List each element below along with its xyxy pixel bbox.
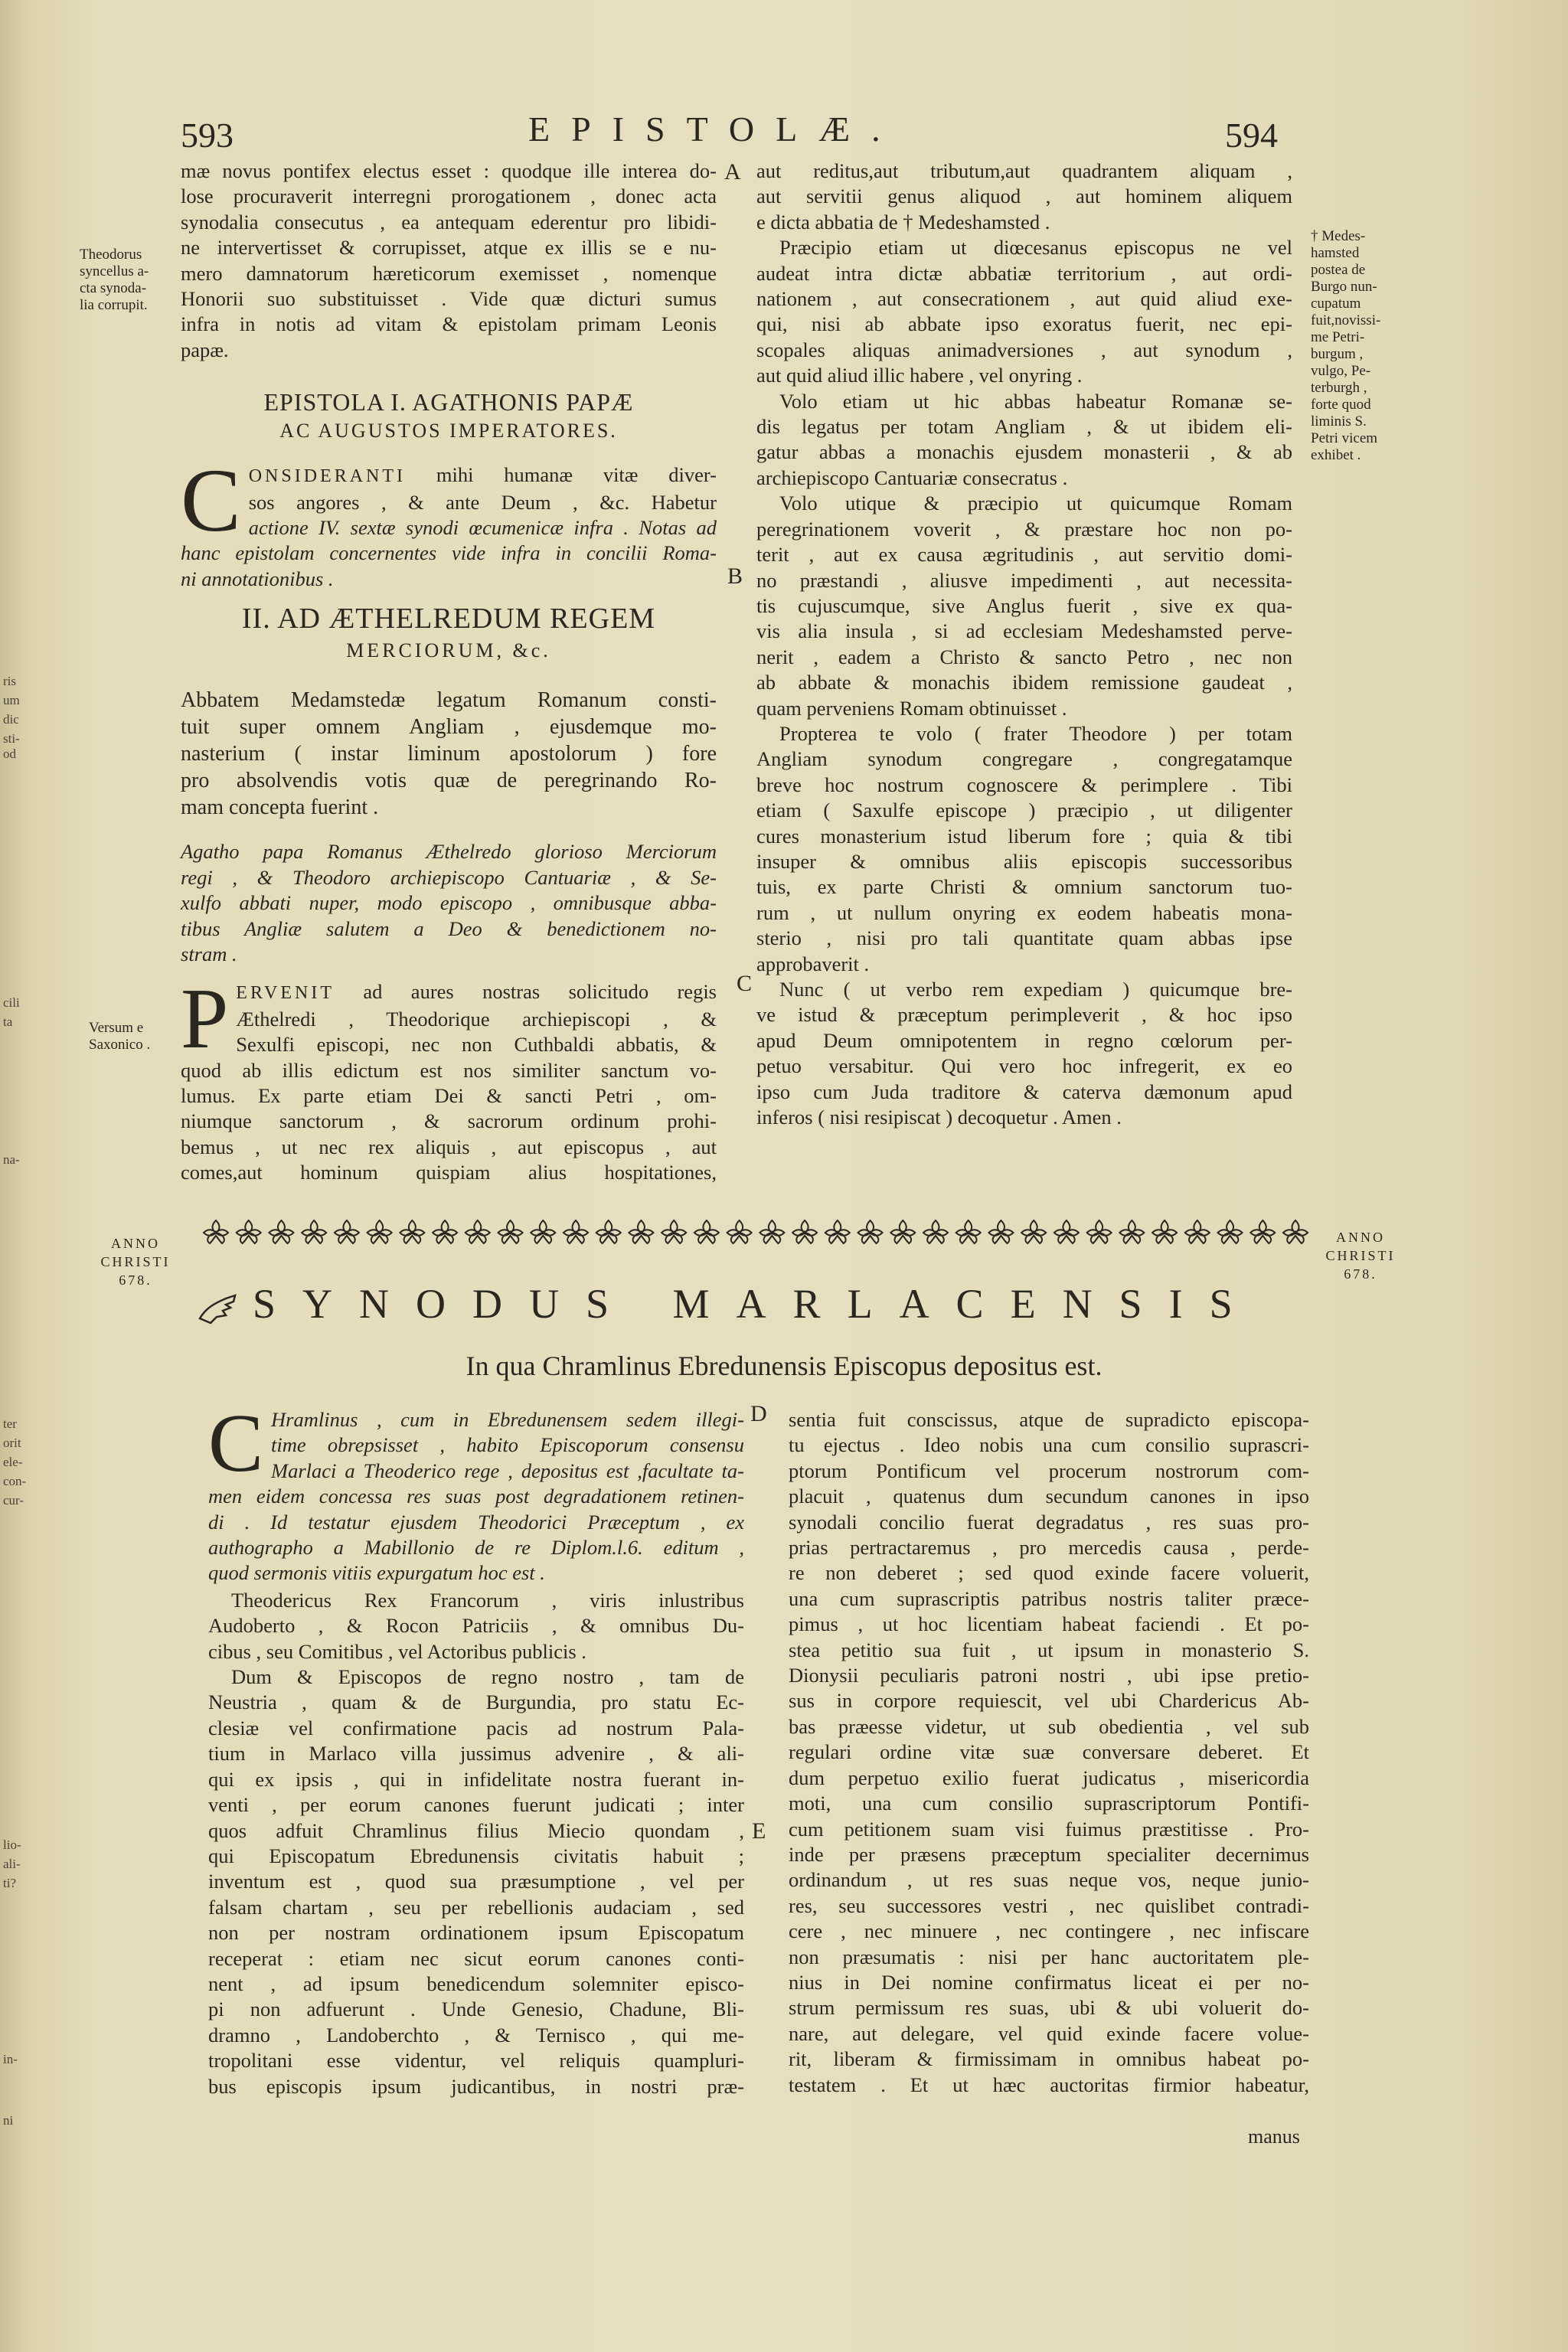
text-line: bus episcopis ipsum judicantibus, in nostri præ- (208, 2074, 744, 2098)
section-letter-d: D (750, 1401, 767, 1426)
text-line: Præcipio etiam ut diœcesanus episcopus ne vel (779, 236, 1292, 260)
text-line: Angliam synodum congregare , congregatamque (756, 747, 1292, 771)
fleuron-icon (1087, 1220, 1112, 1243)
margin-note-line: burgum , (1311, 346, 1364, 362)
margin-note-medeshamsted (1311, 228, 1406, 464)
margin-note-line: vulgo, Pe- (1311, 363, 1371, 379)
epistola-i-heading (181, 387, 717, 446)
text-line: bemus , ut nec rex aliquis , aut episcopus , aut (181, 1135, 717, 1158)
section-letter-a: A (724, 159, 741, 185)
text-line: Marlaci a Theoderico rege , depositus est ,facultate ta- (271, 1459, 744, 1482)
synod-subtitle: In qua Chramlinus Ebredunensis Episcopus depositus est. (466, 1351, 1102, 1381)
margin-note-line: cta synoda- (80, 280, 147, 296)
text-line: Honorii suo substituisset . Vide quæ dicturi sumus (181, 287, 717, 311)
text-line: aut quid aliud illic habere , vel onyring . (756, 364, 1083, 387)
text-line: comes,aut hominum quispiam alius hospitationes, (181, 1161, 717, 1184)
drop-cap-c-synod: C (208, 1407, 264, 1489)
text-line: stram . (181, 942, 237, 965)
text-line: audeat intra dictæ abbatiæ territorium , aut ordi- (756, 261, 1292, 285)
text-line: quos adfuit Chramlinus filius Miecio quondam , (208, 1818, 744, 1842)
text-line: actione IV. sextæ synodi œcumenicæ infra . Notas ad (248, 516, 717, 540)
text-line: petuo versabitur. Qui vero hoc infregerit, ex eo (756, 1054, 1292, 1078)
margin-note-line: terburgh , (1311, 380, 1367, 396)
text-line: mæ novus pontifex electus esset : quodque ille interea do- (181, 159, 717, 182)
edge-fragment: con- (3, 1474, 27, 1488)
text-line: no præstandi , aliusve impedimenti , aut necessita- (756, 568, 1292, 592)
text-line: non præsumatis : nisi per hanc auctoritatem ple- (789, 1945, 1309, 1968)
fleuron-icon (890, 1220, 915, 1243)
synod-title: SYNODUS MARLACENSIS (253, 1281, 1259, 1327)
text-line: pimus , ut hoc licentiam habeat faciendi . Et po- (789, 1612, 1309, 1636)
text-line: peregrinationem voverit , & præstare hoc non po- (756, 517, 1292, 541)
fleuron-icon (400, 1220, 424, 1243)
text-line: synodali concilio fuerat degradatus , res suas pro- (789, 1510, 1309, 1534)
text-line: una cum suprascriptis patribus nostris taliter præce- (789, 1586, 1309, 1610)
text-line: dramno , Landoberchto , & Ternisco , qui me- (208, 2023, 744, 2047)
section-letter-b: B (727, 564, 743, 589)
text-line: ordinandum , ut res suas neque vos, neque junio- (789, 1868, 1309, 1892)
text-line: breve hoc nostrum cognoscere & perimplere . Tibi (756, 773, 1292, 796)
text-line: synodalia consecutus , ea antequam ederentur pro libidi- (181, 210, 717, 234)
text-line: dum perpetuo exilio fuerat judicatus , misericordia (789, 1766, 1309, 1789)
fleuron-icon (727, 1220, 752, 1243)
fleuron-icon (302, 1220, 326, 1243)
text-line: ni annotationibus . (181, 567, 334, 590)
text-line: res, seu successores vestri , nec quislibet contradi- (789, 1893, 1309, 1917)
fleuron-icon (694, 1220, 719, 1243)
text-line: testatem . Et ut hæc auctoritas firmior habeatur, (789, 2073, 1309, 2096)
text-line: Volo etiam ut hic abbas habeatur Romanæ se- (779, 389, 1292, 413)
considerans-first-line: mihi humanæ vitæ diver- (406, 463, 717, 487)
text-line: nius in Dei nomine confirmatus liceat ei per no- (789, 1970, 1309, 1994)
fleuron-icon (531, 1220, 555, 1243)
text-line: inde per præsens præceptum specialiter decernimus (789, 1842, 1309, 1866)
top-right-column (756, 158, 1292, 1130)
text-line: Hramlinus , cum in Ebredunensem sedem illegi- (271, 1408, 744, 1431)
text-line: ptorum Pontificum vel procerum nostrorum com- (789, 1459, 1309, 1482)
text-line: qui, nisi ab abbate ipso exoratus fuerit, nec epi- (756, 312, 1292, 336)
fleuron-icon (1152, 1220, 1177, 1243)
text-line: men eidem concessa res suas post degradationem retinen- (208, 1485, 744, 1508)
fleuron-icon (269, 1220, 293, 1243)
text-line: regi , & Theodoro archiepiscopo Cantuariæ , & Se- (181, 865, 717, 889)
text-line: Audoberto , & Rocon Patriciis , & omnibus Du- (208, 1614, 744, 1638)
text-line: mam concepta fuerint . (181, 795, 379, 820)
considerans-paragraph (181, 462, 717, 592)
text-line: sus in corpore requiescit, vel ubi Chardericus Ab- (789, 1689, 1309, 1713)
text-line: quam perveniens Romam obtinuisset . (756, 696, 1067, 720)
epistola-ii-heading (181, 603, 717, 667)
text-line: tuis, ex parte Christi & omnium sanctorum tuo- (756, 875, 1292, 899)
text-line: e dicta abbatia de † Medeshamsted . (756, 210, 1050, 234)
text-line: ipso cum Juda traditore & caterva dæmonum apud (756, 1080, 1292, 1103)
margin-note-line: hamsted (1311, 245, 1360, 261)
text-line: Abbatem Medamstedæ legatum Romanum consti- (181, 688, 717, 713)
text-line: rit, liberam & firmissimam in omnibus habeat po- (789, 2047, 1309, 2071)
text-line: Agatho papa Romanus Æthelredo glorioso Merciorum (181, 840, 717, 864)
text-line: gatur abbas a monachis ejusdem monasterii , & ab (756, 440, 1292, 464)
pervenit-first-line: ad aures nostras solicitudo regis (335, 980, 717, 1004)
top-left-column (181, 158, 717, 1186)
text-line: inventum est , quod sua præsumptione , vel per (208, 1870, 744, 1893)
text-line: rum , ut nullum onyring ex eodem habeatis mona- (756, 900, 1292, 924)
section-letter-c: C (737, 971, 753, 996)
margin-note-line: exhibet . (1311, 447, 1361, 463)
edge-fragment: um (3, 693, 20, 707)
margin-note-line: me Petri- (1311, 329, 1365, 345)
text-line: time obrepsisset , habito Episcoporum consensu (271, 1433, 744, 1457)
section-letter-e: E (752, 1818, 766, 1844)
text-line: venti , per eorum canones fuerunt judicati ; inter (208, 1793, 744, 1817)
page-number-right: 594 (1225, 116, 1278, 155)
text-line: re non deberet ; sed quod exinde facere voluerit, (789, 1561, 1309, 1585)
fleuron-ornament-band (201, 1214, 1311, 1252)
text-line: insuper & omnibus aliis episcopis successoribus (756, 849, 1292, 873)
edge-fragment: in- (3, 2052, 18, 2066)
drop-cap-c: C (181, 462, 241, 551)
fleuron-icon (792, 1220, 817, 1243)
text-line: clesiæ vel confirmatione pacis ad nostrum Pala- (208, 1716, 744, 1740)
text-line: lumus. Ex parte etiam Dei & sancti Petri , om- (181, 1083, 717, 1107)
agatho-salutation (181, 839, 717, 967)
text-line: Æthelredi , Theodorique archiepiscopi , & (236, 1007, 717, 1031)
edge-fragment: ter (3, 1416, 17, 1431)
edge-fragment: ti? (3, 1876, 16, 1890)
margin-note-line: syncellus a- (80, 263, 149, 279)
text-line: prias pertractaremus , pro mercedis causa , perde- (789, 1536, 1309, 1560)
fleuron-icon (433, 1220, 457, 1243)
text-line: Volo utique & præcipio ut quicumque Romam (779, 492, 1292, 515)
margin-note-line: fuit,novissi- (1311, 312, 1381, 328)
fleuron-icon (368, 1220, 392, 1243)
text-line: dis legatus per totam Angliam , & ut ibidem eli- (756, 415, 1292, 439)
fleuron-icon (1250, 1220, 1275, 1243)
anno-christi-right (1311, 1228, 1410, 1283)
margin-note-line: 678. (1344, 1266, 1377, 1282)
margin-note-theodorus (80, 247, 175, 314)
text-line: pi non adfuerunt . Unde Genesio, Chadune, Bli- (208, 1998, 744, 2021)
text-line: sentia fuit conscissus, atque de supradicto episcopa- (789, 1408, 1309, 1431)
text-line: Nunc ( ut verbo rem expediam ) quicumque bre- (779, 978, 1292, 1001)
text-line: tibus Angliæ salutem a Deo & benedictionem no- (181, 916, 717, 940)
edge-fragment: od (3, 746, 16, 761)
fleuron-icon (1218, 1220, 1243, 1243)
fleuron-icon (1185, 1220, 1210, 1243)
edge-fragment: cili (3, 995, 20, 1010)
text-line: falsam chartam , seu per rebellionis audaciam , sed (208, 1895, 744, 1919)
margin-note-line: Versum e (89, 1020, 144, 1036)
text-line: vis alia insula , si ad ecclesiam Medeshamsted perve- (756, 619, 1292, 643)
text-line: hanc epistolam concernentes vide infra in concilii Roma- (181, 541, 717, 565)
text-line: ne intervertisset & corrupisset, atque ex illis se e nu- (181, 236, 717, 260)
margin-note-line: ANNO (111, 1236, 160, 1251)
text-line: aut reditus,aut tributum,aut quadrantem aliquam , (756, 159, 1292, 182)
margin-note-versum (89, 1020, 185, 1054)
pervenit-paragraph (181, 979, 717, 1185)
text-line: tu ejectus . Ideo nobis una cum consilio suprascri- (789, 1433, 1309, 1457)
text-line: approbaverit . (756, 952, 870, 975)
fleuron-icon (825, 1220, 850, 1243)
epistola-ii-subtitle: MERCIORUM, &c. (346, 639, 551, 662)
text-line: cibus , seu Comitibus , vel Actoribus publicis . (208, 1639, 586, 1663)
text-line: pro absolvendis votis quæ de peregrinando Ro- (181, 769, 717, 793)
text-line: non per nostram ordinationem ipsum Episcopatum (208, 1921, 744, 1945)
edge-fragment: ris (3, 674, 16, 688)
edge-fragment: ni (3, 2113, 14, 2128)
margin-note-line: CHRISTI (100, 1254, 171, 1269)
edge-fragment: dic (3, 712, 19, 727)
text-line: tuit super omnem Angliam , ejusdemque mo- (181, 715, 717, 740)
fleuron-icon (335, 1220, 359, 1243)
margin-note-line: cupatum (1311, 296, 1361, 312)
fleuron-icon (498, 1220, 523, 1243)
text-line: tis cujuscumque, sive Anglus fuerit , sive ex qua- (756, 593, 1292, 617)
margin-note-line: Petri vicem (1311, 430, 1378, 446)
text-line: tium in Marlaco villa jussimus advenire , & ali- (208, 1742, 744, 1766)
text-line: di . Id testatur ejusdem Theodorici Præceptum , ex (208, 1510, 744, 1534)
pervenit-word: ERVENIT (236, 983, 335, 1004)
fleuron-icon (237, 1220, 261, 1243)
text-line: archiepiscopo Cantuariæ consecratus . (756, 466, 1068, 489)
fleuron-icon (858, 1220, 883, 1243)
text-line (181, 979, 717, 1006)
text-line: niumque sanctorum , & sacrorum ordinum prohi- (181, 1109, 717, 1133)
text-line: receperat : etiam nec sicut eorum canones conti- (208, 1946, 744, 1970)
margin-note-line: ANNO (1336, 1230, 1385, 1245)
text-line: etiam ( Saxulfe episcope ) præcipio , ut diligenter (756, 799, 1292, 822)
fleuron-icon (662, 1220, 686, 1243)
fleuron-icon (1021, 1220, 1046, 1243)
margin-note-line: forte quod (1311, 397, 1371, 413)
text-line: stea petitio sua fuit , ut ipsum in monasterio S. (789, 1638, 1309, 1661)
epistola-i-subtitle: AC AUGUSTOS IMPERATORES. (279, 420, 618, 443)
text-line: nent , ad ipsum benedicendum solemniter episco- (208, 1971, 744, 1995)
fleuron-icon (923, 1220, 948, 1243)
fleuron-icon (760, 1220, 784, 1243)
text-line: Dum & Episcopos de regno nostro , tam de (231, 1665, 744, 1689)
bottom-right-column (789, 1407, 1309, 2098)
margin-note-line: † Medes- (1311, 228, 1366, 244)
edge-fragment: orit (3, 1436, 21, 1450)
text-line: quod ab illis edictum est nos similiter sanctum vo- (181, 1058, 717, 1082)
text-line: nationem , aut consecrationem , aut quid aliud exe- (756, 287, 1292, 311)
fleuron-icon (204, 1220, 228, 1243)
edge-fragment: ta (3, 1014, 13, 1029)
text-line: mero damnatorum hæreticorum exemisset , nomenque (181, 261, 717, 285)
margin-note-line: 678. (119, 1272, 152, 1288)
fleuron-icon (1054, 1220, 1079, 1243)
fleuron-icon (988, 1220, 1013, 1243)
edge-fragment: ali- (3, 1857, 21, 1871)
text-line: sterio , nisi pro tali quantitate quam abbas ipse (756, 926, 1292, 950)
text-line: sos angores , & ante Deum , &c. Habetur (248, 490, 717, 514)
epistola-ii-title: II. AD ÆTHELREDUM REGEM (241, 603, 656, 635)
text-line: tropolitani esse videntur, vel reliquis quampluri- (208, 2049, 744, 2073)
text-line: inferos ( nisi resipiscat ) decoquetur . Amen . (756, 1106, 1122, 1129)
text-line: regulari ordine vitæ suæ conversare deberet. Et (789, 1740, 1309, 1764)
text-line: qui ex ipsis , qui in infidelitate nostra fuerant in- (208, 1767, 744, 1791)
bottom-left-column (208, 1407, 744, 2099)
text-line: cures monasterium istud liberum fore ; quia & tibi (756, 824, 1292, 848)
fleuron-icon (466, 1220, 490, 1243)
considerans-word: ONSIDERANTI (248, 466, 407, 487)
text-line: Dionysii peculiaris patroni nostri , ubi ipse pretio- (789, 1664, 1309, 1687)
text-line: infra in notis ad vitam & epistolam primam Leonis (181, 312, 717, 336)
text-line: placuit , quatenus dum secundum canones in ipso (789, 1485, 1309, 1508)
text-line: scopales aliquas animadversiones , aut synodum , (756, 338, 1292, 361)
margin-note-line: Burgo nun- (1311, 279, 1377, 295)
text-line: Theodericus Rex Francorum , viris inlustribus (231, 1588, 744, 1612)
text-line: ve istud & præceptum perimpleverit , & hoc ipso (756, 1003, 1292, 1027)
edge-fragment: sti- (3, 731, 20, 746)
text-line: strum permissum res suas, ubi & ubi voluerit do- (789, 1996, 1309, 2020)
text-line: apud Deum omnipotentem in regno cœlorum per- (756, 1028, 1292, 1052)
hand-pointer-icon (195, 1288, 241, 1334)
edge-fragment: lio- (3, 1838, 21, 1852)
edge-fragment: cur- (3, 1493, 24, 1508)
abbatem-summary (181, 687, 717, 821)
fleuron-icon (956, 1220, 981, 1243)
text-line: authographo a Mabillonio de re Diplom.l.6. editum , (208, 1536, 744, 1560)
text-line: nerit , eadem a Christo & sancto Petro , nec non (756, 645, 1292, 668)
fleuron-icon (564, 1220, 588, 1243)
text-line: xulfo abbati nuper, modo episcopo , omnibusque abba- (181, 891, 717, 915)
intro-paragraph (181, 158, 717, 363)
fleuron-icon (1119, 1220, 1144, 1243)
edge-fragment: na- (3, 1152, 20, 1167)
edge-fragment: ele- (3, 1455, 23, 1469)
text-line: moti, una cum consilio suprascriptorum Pontifi- (789, 1792, 1309, 1815)
fleuron-icon (1283, 1220, 1308, 1243)
text-line: Neustria , quam & de Burgundia, pro statu Ec- (208, 1690, 744, 1714)
margin-note-line: lia corrupit. (80, 297, 148, 313)
text-line (181, 462, 717, 489)
margin-note-line: Theodorus (80, 247, 142, 263)
chramlinus-summary (208, 1407, 744, 1586)
text-line: cere , nec minuere , nec contingere , nec infiscare (789, 1919, 1309, 1943)
running-title: EPISTOLÆ. (528, 109, 902, 149)
anno-christi-left (86, 1234, 185, 1289)
text-line: Sexulfi episcopi, nec non Cuthbaldi abbatis, & (236, 1033, 717, 1057)
text-line: qui Episcopatum Ebredunensis civitatis habuit ; (208, 1844, 744, 1867)
text-line: quod sermonis vitiis expurgatum hoc est . (208, 1561, 545, 1585)
fleuron-icon (629, 1220, 653, 1243)
text-line: ab abbate & monachis ibidem remissione gaudeat , (756, 671, 1292, 694)
page-number-left: 593 (181, 116, 234, 155)
text-line: Propterea te volo ( frater Theodore ) per totam (779, 721, 1292, 745)
text-line: papæ. (181, 338, 229, 361)
catchword: manus (1248, 2125, 1300, 2148)
fleuron-icon (596, 1220, 621, 1243)
margin-note-line: Saxonico . (89, 1037, 151, 1053)
text-line: aut servitii genus aliquod , aut hominem aliquem (756, 185, 1292, 208)
text-line: bas præesse videtur, ut sub obedientia , vel sub (789, 1714, 1309, 1738)
margin-note-line: liminis S. (1311, 413, 1367, 430)
drop-cap-p: P (181, 979, 229, 1067)
text-line: nare, aut delegare, vel quid exinde facere volue- (789, 2021, 1309, 2045)
text-line: lose procuraverit interregni prorogationem , donec acta (181, 185, 717, 208)
margin-note-line: postea de (1311, 262, 1366, 278)
text-line: terit , aut ex causa ægritudinis , aut servitio domi- (756, 543, 1292, 567)
epistola-i-title: EPISTOLA I. AGATHONIS PAPÆ (263, 388, 634, 416)
text-line: cum petitionem suam visi fuimus præstitisse . Pro- (789, 1817, 1309, 1841)
margin-note-line: CHRISTI (1325, 1248, 1396, 1263)
text-line: nasterium ( instar liminum apostolorum ) fore (181, 742, 717, 766)
